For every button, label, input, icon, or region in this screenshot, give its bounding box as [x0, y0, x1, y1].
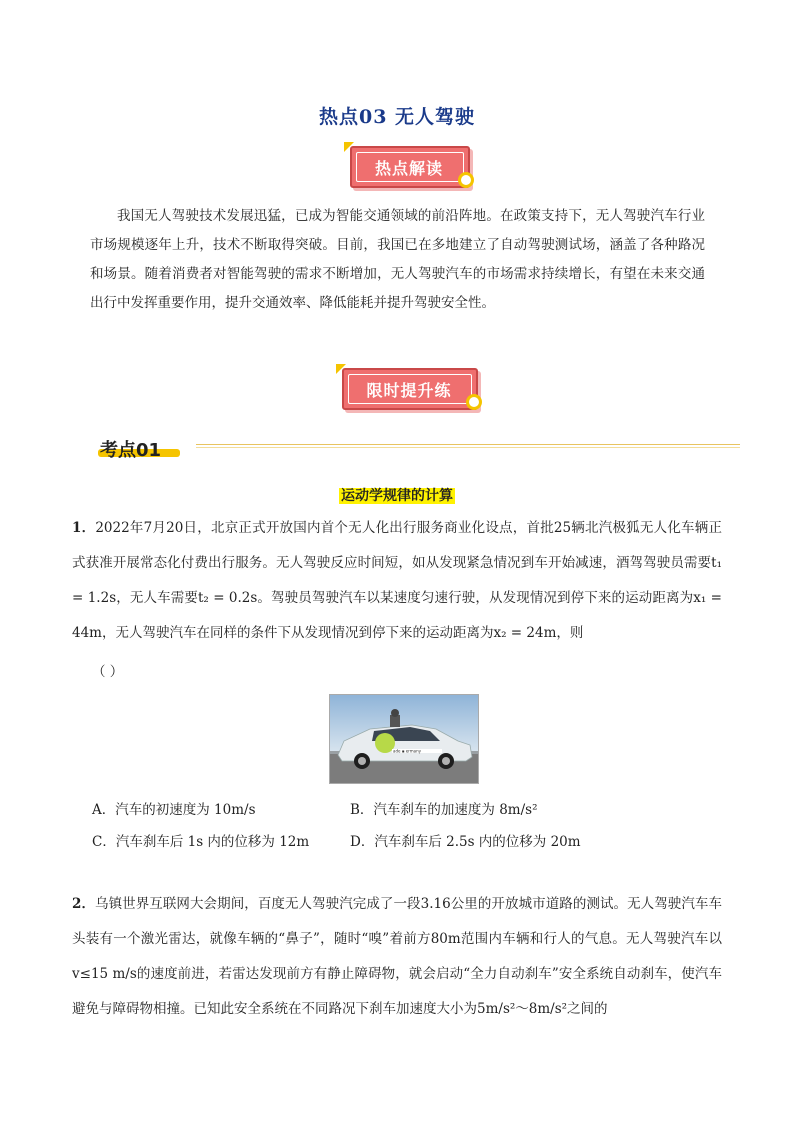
- question-2: [72, 887, 722, 1027]
- question-number: 1．: [72, 520, 96, 536]
- page-title: 热点03 无人驾驶: [318, 106, 476, 128]
- badge-ring-decoration: [458, 172, 474, 188]
- question-text: 2022年7月20日，北京正式开放国内首个无人化出行服务商业化设点，首批25辆北汽极狐无人化车辆正式获准开展常态化付费出行服务。无人驾驶反应时间短，如从发现紧急情况到车开始减速，酒驾驾驶员需要t₁ = 1.2s，无人车需要t₂ = 0.2s。驾驶员驾驶汽车以某速度匀速行驶，从发现情况到停下来的运动距离为x₁ = 44m，无人驾驶汽车在同样的条件下从发现情况到停下来的运动距离为x₂ = 24m，则: [72, 520, 722, 641]
- question-number: 2．: [72, 896, 96, 912]
- option-a: A．汽车的初速度为 10m/s: [92, 802, 256, 818]
- section-divider-secondary: [196, 447, 740, 448]
- badge-label: 热点解读: [374, 159, 443, 178]
- option-c: C．汽车刹车后 1s 内的位移为 12m: [92, 834, 310, 850]
- badge-hot-topic: [344, 142, 478, 188]
- option-d: D．汽车刹车后 2.5s 内的位移为 20m: [350, 834, 581, 850]
- question-text: 乌镇世界互联网大会期间，百度无人驾驶汽完成了一段3.16公里的开放城市道路的测试。无人驾驶汽车车头装有一个激光雷达，就像车辆的“鼻子”，随时“嗅”着前方80m范围内车辆和行人的气息。无人驾驶汽车以v≤15 m/s的速度前进，若雷达发现前方有静止障碍物，就会启动“全力自动刹车”安全系统自动刹车，使汽车避免与障碍物相撞。已知此安全系统在不同路况下刹车加速度大小为5m/s²～8m/s²之间的: [72, 896, 722, 1017]
- badge-ring-decoration: [466, 394, 482, 410]
- section-divider: [196, 444, 740, 445]
- badge-label: 限时提升练: [366, 381, 452, 400]
- autonomous-car-illustration: [330, 695, 478, 783]
- question-1: [72, 511, 722, 651]
- answer-blank: （ ）: [92, 664, 124, 680]
- intro-paragraph: 我国无人驾驶技术发展迅猛，已成为智能交通领域的前沿阵地。在政策支持下，无人驾驶汽车行业市场规模逐年上升，技术不断取得突破。目前，我国已在多地建立了自动驾驶测试场，涵盖了各种路况和场景。随着消费者对智能驾驶的需求不断增加，无人驾驶汽车的市场需求持续增长，有望在未来交通出行中发挥重要作用，提升交通效率、降低能耗并提升驾驶安全性。: [90, 208, 705, 311]
- badge-practice: [336, 364, 486, 410]
- topic-subheading: 运动学规律的计算: [341, 488, 453, 504]
- car-decal-text: ade ▪ ermany: [393, 748, 421, 754]
- option-b: B．汽车刹车的加速度为 8m/s²: [350, 802, 538, 818]
- section-label: 考点01: [100, 440, 162, 461]
- car-photo: [329, 694, 479, 784]
